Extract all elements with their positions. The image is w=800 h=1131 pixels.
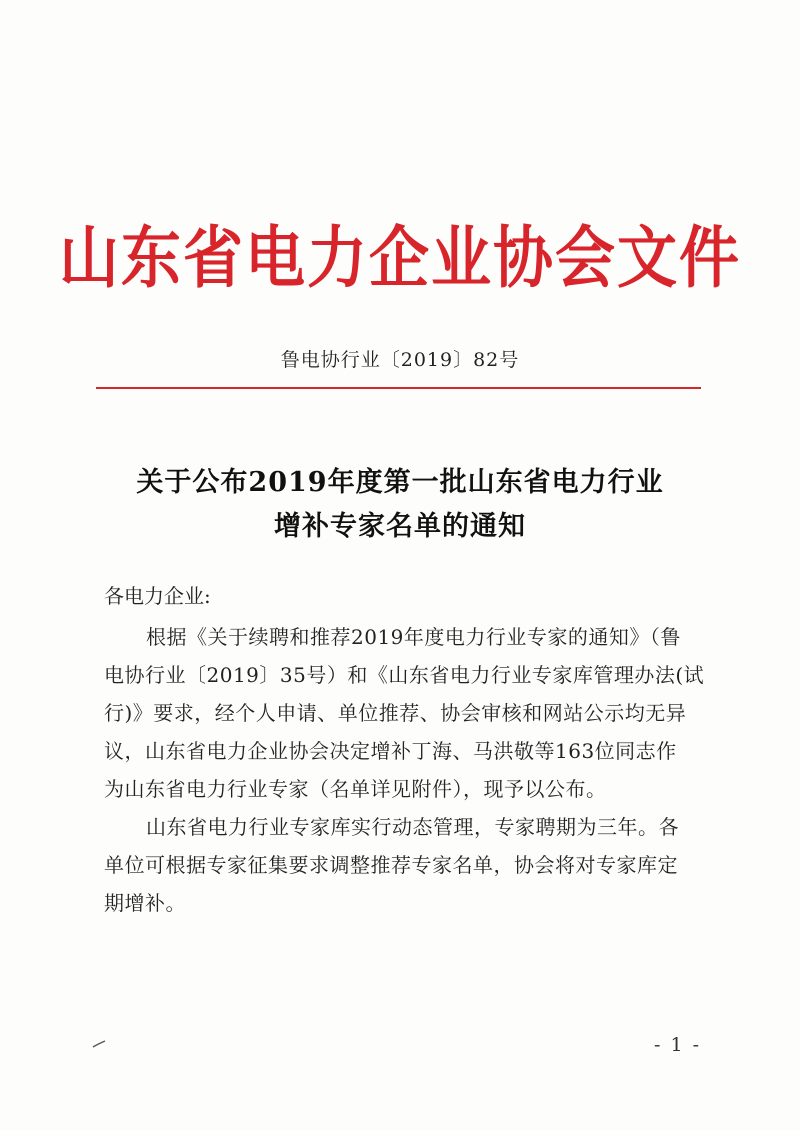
paragraph-line: 为山东省电力行业专家（名单详见附件），现予以公布。 [104, 777, 607, 801]
document-number: 鲁电协行业〔2019〕82号 [280, 349, 520, 371]
body-paragraph-1 [104, 618, 704, 808]
notice-title-line-1: 关于公布2019年度第一批山东省电力行业 [136, 467, 664, 498]
paragraph-line: 期增补。 [104, 891, 186, 915]
pen-mark-icon [92, 1040, 106, 1048]
paragraph-line: 议，山东省电力企业协会决定增补丁海、马洪敬等163位同志作 [104, 739, 677, 763]
page-number: - 1 - [654, 1034, 702, 1056]
red-divider-line [96, 387, 701, 389]
paragraph-line: 山东省电力行业专家库实行动态管理，专家聘期为三年。各 [146, 815, 679, 839]
paragraph-line: 行)》要求，经个人申请、单位推荐、协会审核和网站公示均无异 [104, 701, 687, 725]
letterhead-title: 山东省电力企业协会文件 [59, 219, 741, 298]
body-paragraph-2 [104, 808, 704, 922]
paragraph-line: 电协行业〔2019〕35号）和《山东省电力行业专家库管理办法(试 [104, 663, 705, 687]
paragraph-line: 根据《关于续聘和推荐2019年度电力行业专家的通知》（鲁 [146, 625, 681, 649]
paragraph-line: 单位可根据专家征集要求调整推荐专家名单，协会将对专家库定 [104, 853, 678, 877]
salutation: 各电力企业: [104, 584, 211, 608]
notice-title-line-2: 增补专家名单的通知 [274, 511, 526, 542]
